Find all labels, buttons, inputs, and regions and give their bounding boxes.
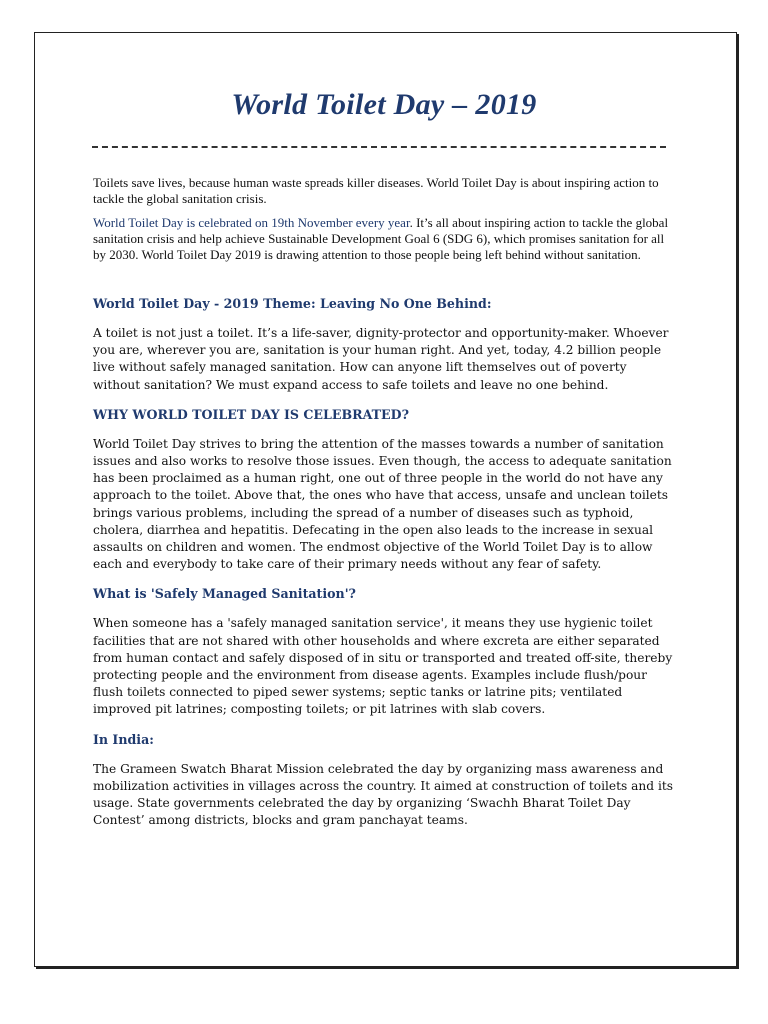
section-heading-theme: World Toilet Day - 2019 Theme: Leaving No One Behind: <box>93 296 492 311</box>
section-body-theme: A toilet is not just a toilet. It’s a life-saver, dignity-protector and opportunity-maker. Whoever you are, wherever you are, sanitation is your human right. And yet, today, 4.2 billion people live without safely managed sanitation. How can anyone lift themselves out of poverty without sanitation? We must expand access to safe toilets and leave no one behind. <box>93 326 669 392</box>
celebrated-paragraph <box>93 215 675 263</box>
intro-paragraph: Toilets save lives, because human waste spreads killer diseases. World Toilet Day is about inspiring action to tackle the global sanitation crisis. <box>93 175 659 206</box>
section-body-india: The Grameen Swatch Bharat Mission celebrated the day by organizing mass awareness and mobilization activities in villages across the country. It aimed at construction of toilets and its usage. State governments celebrated the day by organizing ‘Swachh Bharat Toilet Day Contest’ among districts, blocks and gram panchayat teams. <box>93 761 674 828</box>
section-heading-safely-managed: What is 'Safely Managed Sanitation'? <box>93 586 356 602</box>
celebrated-highlight: World Toilet Day is celebrated on 19th November every year <box>93 215 410 230</box>
section-body-safely-managed: When someone has a 'safely managed sanitation service', it means they use hygienic toilet facilities that are not shared with other households and where excreta are either separated from human contact and safely disposed of in situ or transported and treated off-site, thereby protecting people and the environment from disease agents. Examples include flush/pour flush toilets connected to piped sewer systems; septic tanks or latrine pits; ventilated improved pit latrines; composting toilets; or pit latrines with slab covers. <box>93 616 673 717</box>
document-title: World Toilet Day – 2019 <box>231 88 537 121</box>
intro-block <box>93 175 675 263</box>
section-body-why: World Toilet Day strives to bring the attention of the masses towards a number of sanitation issues and also works to resolve those issues. Even though, the access to adequate sanitation has been proclaimed as a human right, one out of three people in the world do not have any approach to the toilet. Above that, the ones who have that access, unsafe and unclean toilets brings various problems, including the spread of a number of diseases such as typhoid, cholera, diarrhea and hepatitis. Defecating in the open also leads to the increase in sexual assaults on children and women. The endmost objective of the World Toilet Day is to allow each and everybody to take care of their primary needs without any fear of safety. <box>93 436 672 572</box>
section-heading-india: In India: <box>93 731 154 747</box>
celebrated-rest: . It’s all about inspiring action to tackle the global sanitation crisis and help achieve Sustainable Development Goal 6 (SDG 6), which promises sanitation for all by 2030. World Toilet Day 2019 is drawing attention to those people being left behind without sanitation. <box>93 215 669 262</box>
section-heading-why: WHY WORLD TOILET DAY IS CELEBRATED? <box>93 406 409 422</box>
title-divider <box>92 146 666 148</box>
document-body <box>93 175 675 829</box>
